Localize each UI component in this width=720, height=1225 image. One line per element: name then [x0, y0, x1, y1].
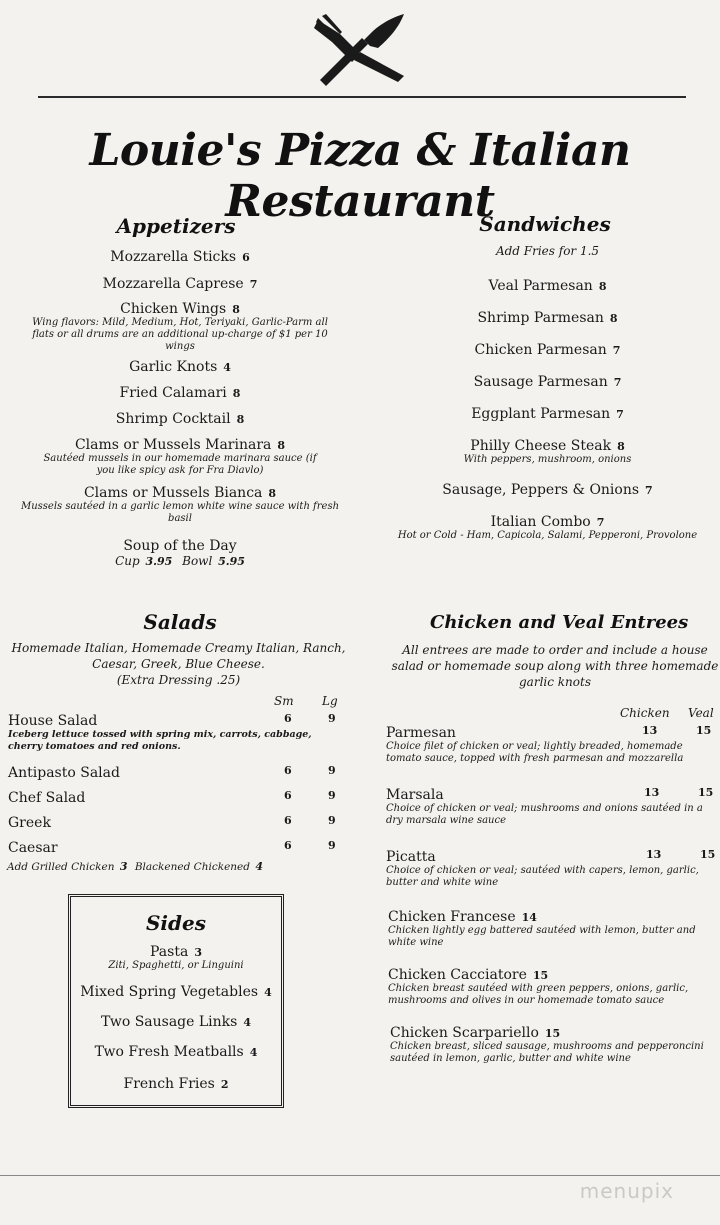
top-rule	[38, 96, 686, 98]
entree-scarpariello: Chicken Scarpariello 15 Chicken breast, sliced sausage, mushrooms and pepperoncini sautéed in lemon, garlic, butter and white wine	[390, 1025, 704, 1064]
sides-box	[68, 894, 284, 1108]
salad-row-house: House Salad 6 9 Iceberg lettuce tossed with spring mix, carrots, cabbage, cherry tomatoes and red onions.	[8, 712, 336, 752]
list-item: Clams or Mussels Marinara 8 Sautéed mussels in our homemade marinara sauce (if you like spicy ask for Fra Diavlo)	[43, 437, 317, 476]
sandwiches-heading: Sandwiches	[479, 212, 611, 236]
salad-row-caesar: Caesar 6 9	[8, 839, 336, 856]
sandwich-note: Add Fries for 1.5	[495, 244, 600, 258]
entree-picatta: Picatta 13 15 Choice of chicken or veal; sautéed with capers, lemon, garlic, butter and white wine	[386, 848, 716, 888]
list-item: French Fries 2	[123, 1076, 229, 1092]
appetizers-heading: Appetizers	[116, 214, 236, 238]
list-item: Philly Cheese Steak 8 With peppers, mushroom, onions	[463, 438, 632, 465]
salad-row-chef: Chef Salad 6 9	[8, 789, 336, 806]
list-item: Mozzarella Sticks 6	[110, 249, 250, 265]
menupix-watermark: menupix	[579, 1179, 674, 1203]
list-item: Veal Parmesan 8	[488, 278, 607, 294]
list-item: Mixed Spring Vegetables 4	[80, 984, 272, 1000]
salad-row-antipasto: Antipasto Salad 6 9	[8, 764, 336, 781]
list-item: Chicken Wings 8 Wing flavors: Mild, Medium, Hot, Teriyaki, Garlic-Parm all flats or all drums are an additional up-charge of $1 per 10 wings	[32, 301, 328, 352]
entree-cacciatore: Chicken Cacciatore 15 Chicken breast sautéed with green peppers, onions, garlic, mushrooms and olives in our homemade tomato sauce	[388, 967, 689, 1006]
list-item: Garlic Knots 4	[129, 359, 231, 375]
fork-knife-icon	[312, 12, 412, 86]
sides-list	[71, 941, 281, 1092]
entrees-intro: All entrees are made to order and include a house salad or homemade soup along with three homemade garlic knots	[391, 643, 719, 689]
bottom-rule	[0, 1175, 720, 1176]
salad-addons: Add Grilled Chicken 3 Blackened Chickened 4	[7, 860, 263, 873]
entrees-heading: Chicken and Veal Entrees	[430, 612, 689, 633]
list-item: Shrimp Parmesan 8	[477, 310, 618, 326]
salad-dressings: Homemade Italian, Homemade Creamy Italian, Ranch, Caesar, Greek, Blue Cheese. (Extra Dressing .25)	[11, 641, 346, 687]
list-item: Eggplant Parmesan 7	[471, 406, 624, 422]
entree-marsala: Marsala 13 15 Choice of chicken or veal; mushrooms and onions sautéed in a dry marsala wine sauce	[386, 786, 714, 826]
list-item: Italian Combo 7 Hot or Cold - Ham, Capicola, Salami, Pepperoni, Provolone	[397, 514, 698, 541]
sandwiches-list	[380, 245, 715, 542]
salad-row-greek: Greek 6 9	[8, 814, 336, 831]
salads-heading: Salads	[143, 610, 217, 634]
list-item: Two Sausage Links 4	[101, 1014, 251, 1030]
list-item: Mozzarella Caprese 7	[102, 276, 258, 292]
list-item: Fried Calamari 8	[119, 385, 241, 401]
list-item: Two Fresh Meatballs 4	[94, 1044, 258, 1060]
list-item: Clams or Mussels Bianca 8 Mussels sautéed in a garlic lemon white wine sauce with fresh basil	[20, 485, 340, 524]
list-item: Sausage Parmesan 7	[473, 374, 622, 390]
appetizers-list	[14, 246, 346, 568]
restaurant-title: Louie's Pizza & Italian Restaurant	[89, 125, 631, 227]
list-item: Pasta 3 Ziti, Spaghetti, or Linguini	[108, 944, 244, 971]
entree-parmesan: Parmesan 13 15 Choice filet of chicken or veal; lightly breaded, homemade tomato sauce, topped with fresh parmesan and mozzarella	[386, 724, 712, 764]
list-item: Shrimp Cocktail 8	[115, 411, 245, 427]
soup-of-the-day: Soup of the Day Cup 3.95 Bowl 5.95	[115, 538, 245, 568]
list-item: Sausage, Peppers & Onions 7	[442, 482, 653, 498]
entree-francese: Chicken Francese 14 Chicken lightly egg battered sautéed with lemon, butter and white wine	[388, 909, 696, 948]
list-item: Chicken Parmesan 7	[474, 342, 621, 358]
sides-heading: Sides	[145, 911, 206, 935]
